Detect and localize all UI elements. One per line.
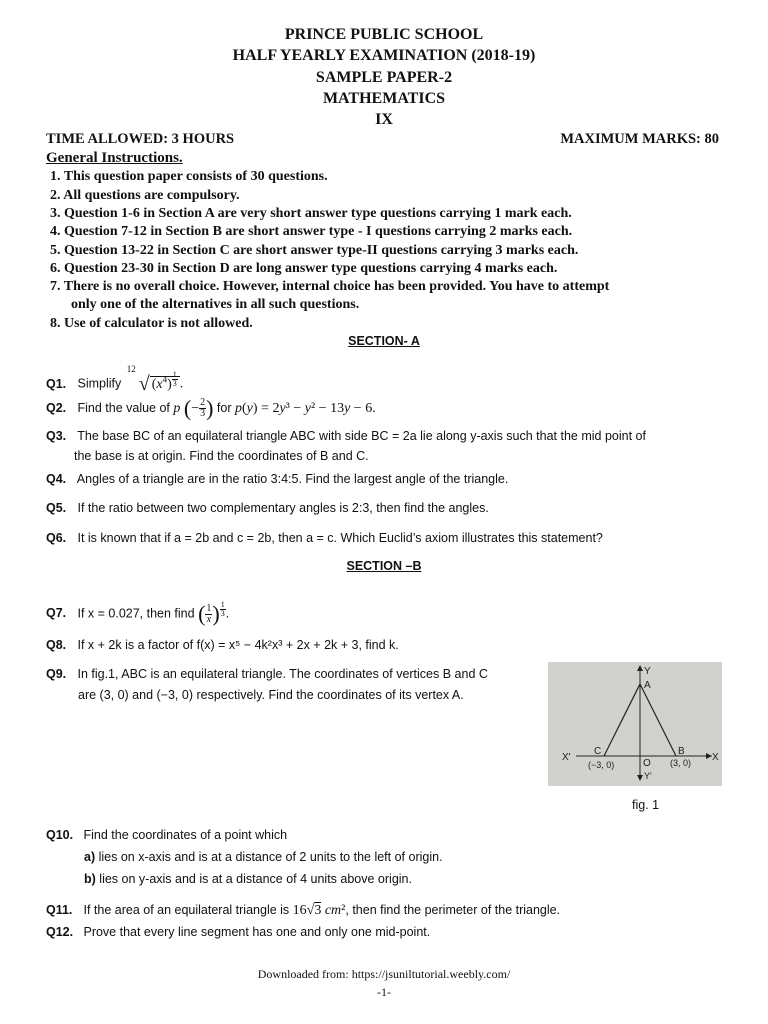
question-3: [46, 427, 646, 445]
subject-title: MATHEMATICS: [322, 90, 446, 107]
figure-caption: fig. 1: [632, 798, 660, 812]
maximum-marks: MAXIMUM MARKS: 80: [560, 131, 719, 147]
question-10a: [84, 848, 443, 866]
label-c: C: [594, 746, 602, 757]
question-10b: [84, 870, 412, 888]
instruction-item: 5. Question 13-22 in Section C are short answer type-II questions carrying 3 marks each.: [50, 243, 579, 258]
instruction-item: 1. This question paper consists of 30 questions.: [50, 169, 328, 184]
question-5: [46, 499, 489, 517]
paper-title: SAMPLE PAPER-2: [315, 69, 453, 86]
label-b: B: [678, 746, 685, 757]
triangle-figure: [548, 662, 722, 786]
question-text: , then find the perimeter of the triangle.: [345, 903, 561, 917]
question-number: Q3.: [46, 429, 67, 443]
question-text: If x = 0.027, then find: [77, 606, 195, 621]
math-expression: 16√3 cm²: [292, 903, 346, 918]
question-11: [46, 901, 560, 920]
question-number: Q9.: [46, 667, 67, 681]
instruction-item: 8. Use of calculator is not allowed.: [50, 316, 253, 331]
math-expression: 12 √ $(x^4)$ $^{\frac{1}{3}}$ .: [126, 364, 184, 395]
label-a: A: [644, 680, 651, 691]
download-source: Downloaded from: https://jsuniltutorial.weebly.com/: [257, 967, 511, 981]
label-x: X: [712, 752, 719, 763]
question-text: If x + 2k is a factor of f(x) = x⁵ − 4k²x³ + 2x + 2k + 3, find k.: [77, 638, 399, 652]
question-6: [46, 529, 603, 547]
question-text: Find the value of: [77, 400, 170, 415]
label-y: Y: [644, 666, 651, 677]
label-yprime: Y': [644, 771, 652, 781]
label-o: O: [643, 758, 651, 769]
label-xprime: X': [562, 752, 571, 763]
school-name: PRINCE PUBLIC SCHOOL: [284, 26, 484, 43]
question-number: Q6.: [46, 531, 67, 545]
instructions-title: General Instructions.: [46, 150, 183, 166]
section-a-heading: SECTION- A: [348, 334, 420, 348]
question-9-cont: are (3, 0) and (−3, 0) respectively. Find the coordinates of its vertex A.: [78, 688, 464, 702]
question-number: Q7.: [46, 606, 67, 621]
question-4: [46, 470, 508, 488]
question-text: The base BC of an equilateral triangle ABC with side BC = 2a lie along y-axis such that the mid point of: [77, 429, 646, 443]
question-7: Q7. If x = 0.027, then find ( $\frac{1}{x}$ ) $^{\frac{1}{3}}$ .: [46, 600, 230, 627]
question-text: If the area of an equilateral triangle is: [83, 903, 290, 917]
class-title: IX: [375, 111, 393, 128]
instruction-item: 6. Question 23-30 in Section D are long answer type questions carrying 4 marks each.: [50, 261, 558, 276]
section-b-heading: SECTION –B: [346, 559, 422, 573]
instruction-item: 3. Question 1-6 in Section A are very short answer type questions carrying 1 mark each.: [50, 206, 572, 221]
question-8: [46, 636, 399, 654]
option-label: a): [84, 850, 96, 864]
page-number: -1-: [377, 985, 391, 999]
math-expression: p: [173, 400, 181, 416]
instruction-item: 7. There is no overall choice. However, internal choice has been provided. You have to attempt: [50, 279, 610, 294]
option-text: lies on x-axis and is at a distance of 2 units to the left of origin.: [98, 850, 443, 864]
exam-title: HALF YEARLY EXAMINATION (2018-19): [232, 47, 536, 64]
question-text: In fig.1, ABC is an equilateral triangle. The coordinates of vertices B and C: [77, 667, 488, 681]
time-allowed: TIME ALLOWED: 3 HOURS: [46, 131, 235, 147]
label-c-coord: (−3, 0): [588, 760, 615, 770]
question-9: [46, 665, 488, 683]
question-text: Find the coordinates of a point which: [83, 828, 288, 842]
question-number: Q11.: [46, 903, 73, 917]
instruction-item: 2. All questions are compulsory.: [50, 188, 240, 203]
question-number: Q10.: [46, 828, 74, 842]
question-2: Q2. Find the value of p (− $\frac{2}{3}$ ) for p(y) = 2y³ − y² − 13y − 6.: [46, 395, 376, 421]
option-text: lies on y-axis and is at a distance of 4 units above origin.: [99, 872, 412, 886]
question-number: Q5.: [46, 501, 67, 515]
instruction-item: 4. Question 7-12 in Section B are short answer type - I questions carrying 2 marks each.: [50, 224, 573, 239]
question-1: [46, 364, 184, 395]
question-number: Q2.: [46, 400, 67, 415]
question-number: Q8.: [46, 638, 67, 652]
question-10: [46, 826, 287, 844]
question-3-cont: the base is at origin. Find the coordinates of B and C.: [74, 449, 369, 463]
label-b-coord: (3, 0): [670, 758, 692, 768]
question-number: Q4.: [46, 472, 67, 486]
math-expression: p(y) = 2y³ − y² − 13y − 6.: [235, 400, 376, 416]
question-text: Prove that every line segment has one and only one mid-point.: [83, 925, 431, 939]
question-number: Q12.: [46, 925, 74, 939]
question-12: [46, 923, 430, 941]
question-number: Q1.: [46, 376, 67, 391]
figure-1: [548, 662, 722, 786]
question-text: for: [216, 400, 232, 415]
question-text: If the ratio between two complementary angles is 2:3, then find the angles.: [77, 501, 489, 515]
instruction-item: only one of the alternatives in all such questions.: [71, 297, 360, 312]
question-text: Simplify: [77, 376, 122, 391]
question-text: Angles of a triangle are in the ratio 3:4:5. Find the largest angle of the triangle.: [76, 472, 509, 486]
option-label: b): [84, 872, 96, 886]
question-text: It is known that if a = 2b and c = 2b, then a = c. Which Euclid’s axiom illustrates this statement?: [77, 531, 603, 545]
